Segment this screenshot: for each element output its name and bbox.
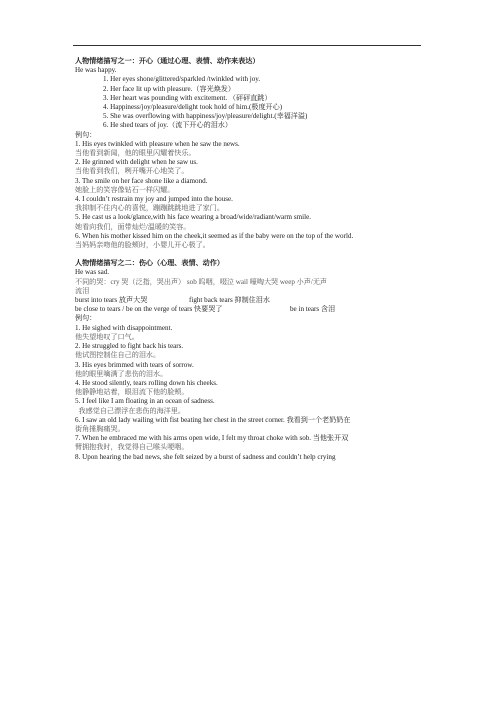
example-cn: 他试图控制住自己的泪水。 xyxy=(75,351,161,360)
section2-heading: 人物情绪描写之二：伤心（心理、表情、动作） xyxy=(75,259,224,268)
example-cn: 他静静地站着，眼泪流下他的脸颊。 xyxy=(75,388,189,397)
vocab-phrase: burst into tears 放声大哭 xyxy=(75,296,148,305)
section1-intro: He was happy. xyxy=(75,66,117,75)
example-cn: 他失望地叹了口气。 xyxy=(75,332,139,341)
vocab-line-continued: 流泪 xyxy=(75,286,90,295)
example-en: 1. He sighed with disappointment. xyxy=(75,323,173,332)
section2-intro: He was sad. xyxy=(75,268,110,277)
example-en: 8. Upon hearing the bad news, she felt seized by a burst of sadness and couldn’t help crying xyxy=(75,452,336,461)
example-cn: 当他看到我们，咧开嘴开心地笑了。 xyxy=(75,167,189,176)
phrase-item: 5. She was overflowing with happiness/joy/pleasure/delight.(幸福洋溢) xyxy=(103,112,308,121)
example-cn: 当他看到新闻，他的眼里闪耀着快乐。 xyxy=(75,149,196,158)
document-body xyxy=(75,57,425,462)
example-en: 6. When his mother kissed him on the cheek,it seemed as if the baby were on the top of the world. xyxy=(75,231,354,240)
example-en: 6. I saw an old lady wailing with fist beating her chest in the street corner. 我看到一个老奶奶在 xyxy=(75,415,351,424)
example-en: 2. He struggled to fight back his tears. xyxy=(75,342,184,351)
example-en: 5. I feel like I am floating in an ocean of sadness. xyxy=(75,397,215,406)
vocab-row xyxy=(75,296,425,305)
section1-examples xyxy=(75,140,425,250)
example-en: 3. The smile on her face shone like a diamond. xyxy=(75,176,208,185)
section2-examples xyxy=(75,324,425,462)
example-en: 7. When he embraced me with his arms open wide, I felt my throat choke with sob. 当他张开双 xyxy=(75,434,349,443)
vocab-phrase: fight back tears 抑制住泪水 xyxy=(189,296,270,305)
section1-phrase-list xyxy=(75,75,425,130)
example-cn: 街角捶胸痛哭。 xyxy=(75,424,125,433)
example-en: 1. His eyes twinkled with pleasure when he saw the news. xyxy=(75,139,240,148)
example-en: 4. He stood silently, tears rolling down his cheeks. xyxy=(75,378,218,387)
example-cn: 我抑制不住内心的喜悦，蹦蹦跳跳地进了家门。 xyxy=(75,204,224,213)
phrase-item: 3. Her heart was pounding with excitement. （砰砰直跳） xyxy=(103,93,272,102)
example-en: 5. He cast us a look/glance,with his face wearing a broad/wide/radiant/warm smile. xyxy=(75,213,311,222)
phrase-item: 6. He shed tears of joy.（流下开心的泪水） xyxy=(103,121,232,130)
example-cn: 我感觉自己漂浮在悲伤的海洋里。 xyxy=(75,406,185,415)
header-rule xyxy=(73,45,421,46)
section1-heading: 人物情绪描写之一：开心（通过心理、表情、动作来表达） xyxy=(75,57,260,65)
vocab-row xyxy=(75,305,425,314)
phrase-item: 2. Her face lit up with pleasure.（容光焕发） xyxy=(103,84,235,93)
example-cn: 她脸上的笑容像钻石一样闪耀。 xyxy=(75,185,175,194)
example-en: 2. He grinned with delight when he saw us. xyxy=(75,158,198,167)
examples-label: 例句： xyxy=(75,130,97,139)
example-cn: 臂拥抱我时，我觉得自己喉头哽咽。 xyxy=(75,443,189,452)
vocab-line: 不同的哭：cry 哭（泛指，哭出声） sob 呜咽，啜泣 wail 嚎啕大哭 weep 小声/无声 xyxy=(75,277,328,286)
example-en: 3. His eyes brimmed with tears of sorrow. xyxy=(75,360,194,369)
example-cn: 当妈妈亲吻他的脸颊时，小婴儿开心极了。 xyxy=(75,241,210,250)
example-en: 4. I couldn’t restrain my joy and jumped into the house. xyxy=(75,195,233,204)
example-cn: 她看向我们，面带灿烂/温暖的笑容。 xyxy=(75,222,191,231)
vocab-phrase: be close to tears / be on the verge of tears 快要哭了 xyxy=(75,305,223,314)
phrase-item: 1. Her eyes shone/glittered/sparkled /twinkled with joy. xyxy=(103,75,261,84)
section-spacer xyxy=(75,250,425,259)
examples-label: 例句： xyxy=(75,314,97,323)
phrase-item: 4. Happiness/joy/pleasure/delight took hold of him.(极度开心) xyxy=(103,103,283,112)
example-cn: 他的眼里噙满了悲伤的泪水。 xyxy=(75,369,168,378)
vocab-phrase: be in tears 含泪 xyxy=(290,305,336,314)
